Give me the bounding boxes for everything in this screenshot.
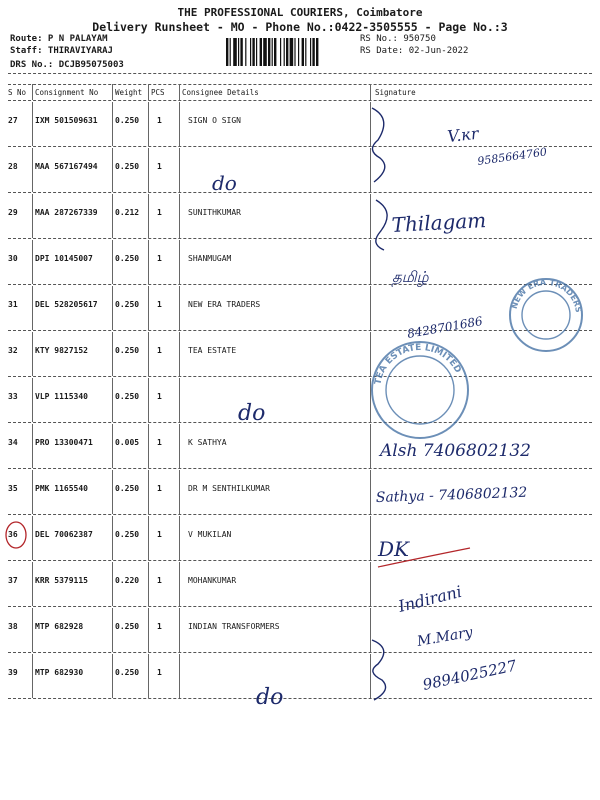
svg-text:TEA ESTATE LIMITED (373, 343, 462, 386)
row-consignment: MTP 682930 (35, 668, 84, 677)
col-header-signature: Signature (375, 88, 416, 97)
row-weight: 0.220 (115, 576, 140, 585)
row-sno: 32 (8, 346, 18, 355)
row-divider (8, 606, 592, 607)
col-sep (148, 562, 149, 606)
row-consignee: SUNITHKUMAR (188, 208, 241, 217)
col-sep (112, 332, 113, 376)
col-sep (370, 194, 371, 238)
stamp1-text: NEW ERA TRADERS (509, 277, 583, 314)
col-sep (112, 378, 113, 422)
col-sep (179, 240, 180, 284)
row-pcs: 1 (157, 530, 162, 539)
stamp-tea-estate (372, 342, 468, 438)
row-consignment: MAA 567167494 (35, 162, 98, 171)
col-sep (179, 654, 180, 698)
row-pcs: 1 (157, 346, 162, 355)
row-divider (8, 146, 592, 147)
col-sep (179, 194, 180, 238)
col-header-consignee: Consignee Details (182, 88, 259, 97)
col-sep (148, 608, 149, 652)
col-header-sno: S No (8, 88, 27, 97)
row-consignee: INDIAN TRANSFORMERS (188, 622, 280, 631)
row-consignee: NEW ERA TRADERS (188, 300, 261, 309)
col-sep (32, 240, 33, 284)
col-sep (32, 562, 33, 606)
col-sep (370, 332, 371, 376)
col-sep (112, 608, 113, 652)
col-header-weight: Weight (115, 88, 143, 97)
col-sep (148, 194, 149, 238)
col-sep (32, 332, 33, 376)
row-consignment: MTP 682928 (35, 622, 84, 631)
row-divider (8, 468, 592, 469)
row-weight: 0.250 (115, 116, 140, 125)
col-sep (179, 516, 180, 560)
col-sep (148, 148, 149, 192)
col-sep (112, 562, 113, 606)
row-sno: 27 (8, 116, 18, 125)
row-consignment: VLP 1115340 (35, 392, 88, 401)
row-consignment: PRO 13300471 (35, 438, 93, 447)
col-sep (179, 378, 180, 422)
row-divider (8, 560, 592, 561)
row-consignee: MOHANKUMAR (188, 576, 237, 585)
row-consignment: KRR 5379115 (35, 576, 88, 585)
hw-r35: Sathya - 7406802132 (375, 484, 528, 506)
col-sep (148, 332, 149, 376)
col-sep (179, 286, 180, 330)
row-pcs: 1 (157, 668, 162, 677)
col-sep (32, 424, 33, 468)
col-sep (148, 470, 149, 514)
row-consignment: IXM 501509631 (35, 116, 98, 125)
col-sep (112, 194, 113, 238)
row-weight: 0.212 (115, 208, 140, 217)
col-sep (370, 286, 371, 330)
row-pcs: 1 (157, 208, 162, 217)
col-sep (148, 84, 149, 100)
row-pcs: 1 (157, 438, 162, 447)
hw-r34: Alsh 7406802132 (380, 441, 531, 461)
row-sno: 38 (8, 622, 18, 631)
col-sep (32, 194, 33, 238)
col-sep (179, 84, 180, 100)
col-sep (370, 562, 371, 606)
col-sep (148, 102, 149, 146)
row-sno: 39 (8, 668, 18, 677)
col-sep (32, 516, 33, 560)
row-consignee: SIGN O SIGN (188, 116, 241, 125)
row-consignee: DR M SENTHILKUMAR (188, 484, 270, 493)
col-header-consignment: Consignment No (35, 88, 99, 97)
col-sep (370, 654, 371, 698)
col-sep (112, 424, 113, 468)
row-consignee: SHANMUGAM (188, 254, 232, 263)
hw-r27: V.ĸr (446, 123, 480, 146)
hw-r33: do (238, 401, 266, 426)
col-sep (179, 562, 180, 606)
col-sep (370, 470, 371, 514)
row-weight: 0.250 (115, 162, 140, 171)
col-sep (112, 286, 113, 330)
hw-r28: do (212, 171, 237, 195)
row-sno: 30 (8, 254, 18, 263)
col-sep (370, 148, 371, 192)
col-sep (32, 608, 33, 652)
route-label: Route: P N PALAYAM (10, 34, 108, 44)
hw-r27-phone: 9585664760 (476, 145, 548, 168)
col-sep (148, 516, 149, 560)
col-sep (112, 102, 113, 146)
rs-date: RS Date: 02-Jun-2022 (360, 46, 469, 56)
col-sep (370, 516, 371, 560)
col-sep (370, 424, 371, 468)
hw-r37: Indirani (396, 581, 464, 616)
row-sno: 28 (8, 162, 18, 171)
col-sep (112, 148, 113, 192)
row-divider (8, 652, 592, 653)
row-pcs: 1 (157, 162, 162, 171)
drs-number: DRS No.: DCJB95075003 (10, 60, 124, 70)
row-pcs: 1 (157, 254, 162, 263)
hw-r30: தமிழ் (392, 268, 429, 286)
row-divider (8, 192, 592, 193)
col-sep (32, 84, 33, 100)
row-consignment: DEL 528205617 (35, 300, 98, 309)
col-sep (148, 378, 149, 422)
row-divider (8, 376, 592, 377)
stamp-new-era-traders (510, 278, 583, 351)
runsheet-subtitle: Delivery Runsheet - MO - Phone No.:0422-3505555 - Page No.:3 (92, 20, 508, 34)
hw-r36: DK (378, 537, 409, 561)
col-sep (32, 148, 33, 192)
row-weight: 0.005 (115, 438, 140, 447)
row-divider (8, 514, 592, 515)
col-header-pcs: PCS (151, 88, 165, 97)
col-sep (370, 378, 371, 422)
row-pcs: 1 (157, 576, 162, 585)
col-sep (179, 470, 180, 514)
col-sep (112, 84, 113, 100)
col-sep (112, 654, 113, 698)
company-title: THE PROFESSIONAL COURIERS, Coimbatore (177, 6, 423, 19)
row-pcs: 1 (157, 300, 162, 309)
col-sep (148, 654, 149, 698)
stamp2-text: TEA ESTATE LIMITED (373, 342, 463, 386)
rs-number: RS No.: 950750 (360, 34, 436, 44)
col-sep (112, 516, 113, 560)
col-sep (370, 84, 371, 100)
col-sep (179, 148, 180, 192)
row-sno: 35 (8, 484, 18, 493)
column-header-divider (8, 100, 592, 101)
barcode-image (226, 38, 350, 66)
row-weight: 0.250 (115, 300, 140, 309)
row-weight: 0.250 (115, 392, 140, 401)
row-sno: 37 (8, 576, 18, 585)
row-sno: 31 (8, 300, 18, 309)
hw-r38-phone: 9894025227 (421, 656, 519, 694)
row-weight: 0.250 (115, 668, 140, 677)
row-divider (8, 330, 592, 331)
row-sno: 33 (8, 392, 18, 401)
col-sep (32, 378, 33, 422)
row-weight: 0.250 (115, 622, 140, 631)
col-sep (32, 286, 33, 330)
row-consignment: MAA 287267339 (35, 208, 98, 217)
hw-r38: M.Mary (415, 624, 474, 650)
row-pcs: 1 (157, 622, 162, 631)
col-sep (148, 424, 149, 468)
col-sep (112, 470, 113, 514)
row-consignment: PMK 1165540 (35, 484, 88, 493)
hw-r29: Thilagam (391, 208, 487, 237)
row-divider (8, 238, 592, 239)
row-pcs: 1 (157, 484, 162, 493)
col-sep (179, 102, 180, 146)
hw-r39: do (256, 685, 284, 710)
header-divider-2 (8, 84, 592, 85)
hw-r31: 8428701686 (406, 313, 484, 341)
staff-label: Staff: THIRAVIYARAJ (10, 46, 113, 56)
row-pcs: 1 (157, 116, 162, 125)
col-sep (32, 470, 33, 514)
row-consignee: K SATHYA (188, 438, 227, 447)
row-consignee: V MUKILAN (188, 530, 232, 539)
col-sep (370, 240, 371, 284)
row-divider (8, 422, 592, 423)
row-consignee: TEA ESTATE (188, 346, 237, 355)
row-consignment: DPI 10145007 (35, 254, 93, 263)
col-sep (179, 424, 180, 468)
row-weight: 0.250 (115, 530, 140, 539)
row-weight: 0.250 (115, 254, 140, 263)
row-consignment: KTY 9827152 (35, 346, 88, 355)
col-sep (112, 240, 113, 284)
row-divider (8, 284, 592, 285)
col-sep (32, 654, 33, 698)
row-sno: 29 (8, 208, 18, 217)
row-consignment: DEL 70062387 (35, 530, 93, 539)
row-sno: 36 (8, 530, 18, 539)
row-divider (8, 698, 592, 699)
col-sep (32, 102, 33, 146)
col-sep (370, 608, 371, 652)
row-weight: 0.250 (115, 346, 140, 355)
header-divider (8, 73, 592, 74)
row-pcs: 1 (157, 392, 162, 401)
col-sep (148, 286, 149, 330)
col-sep (179, 608, 180, 652)
col-sep (148, 240, 149, 284)
row-weight: 0.250 (115, 484, 140, 493)
col-sep (179, 332, 180, 376)
row-sno: 34 (8, 438, 18, 447)
col-sep (370, 102, 371, 146)
